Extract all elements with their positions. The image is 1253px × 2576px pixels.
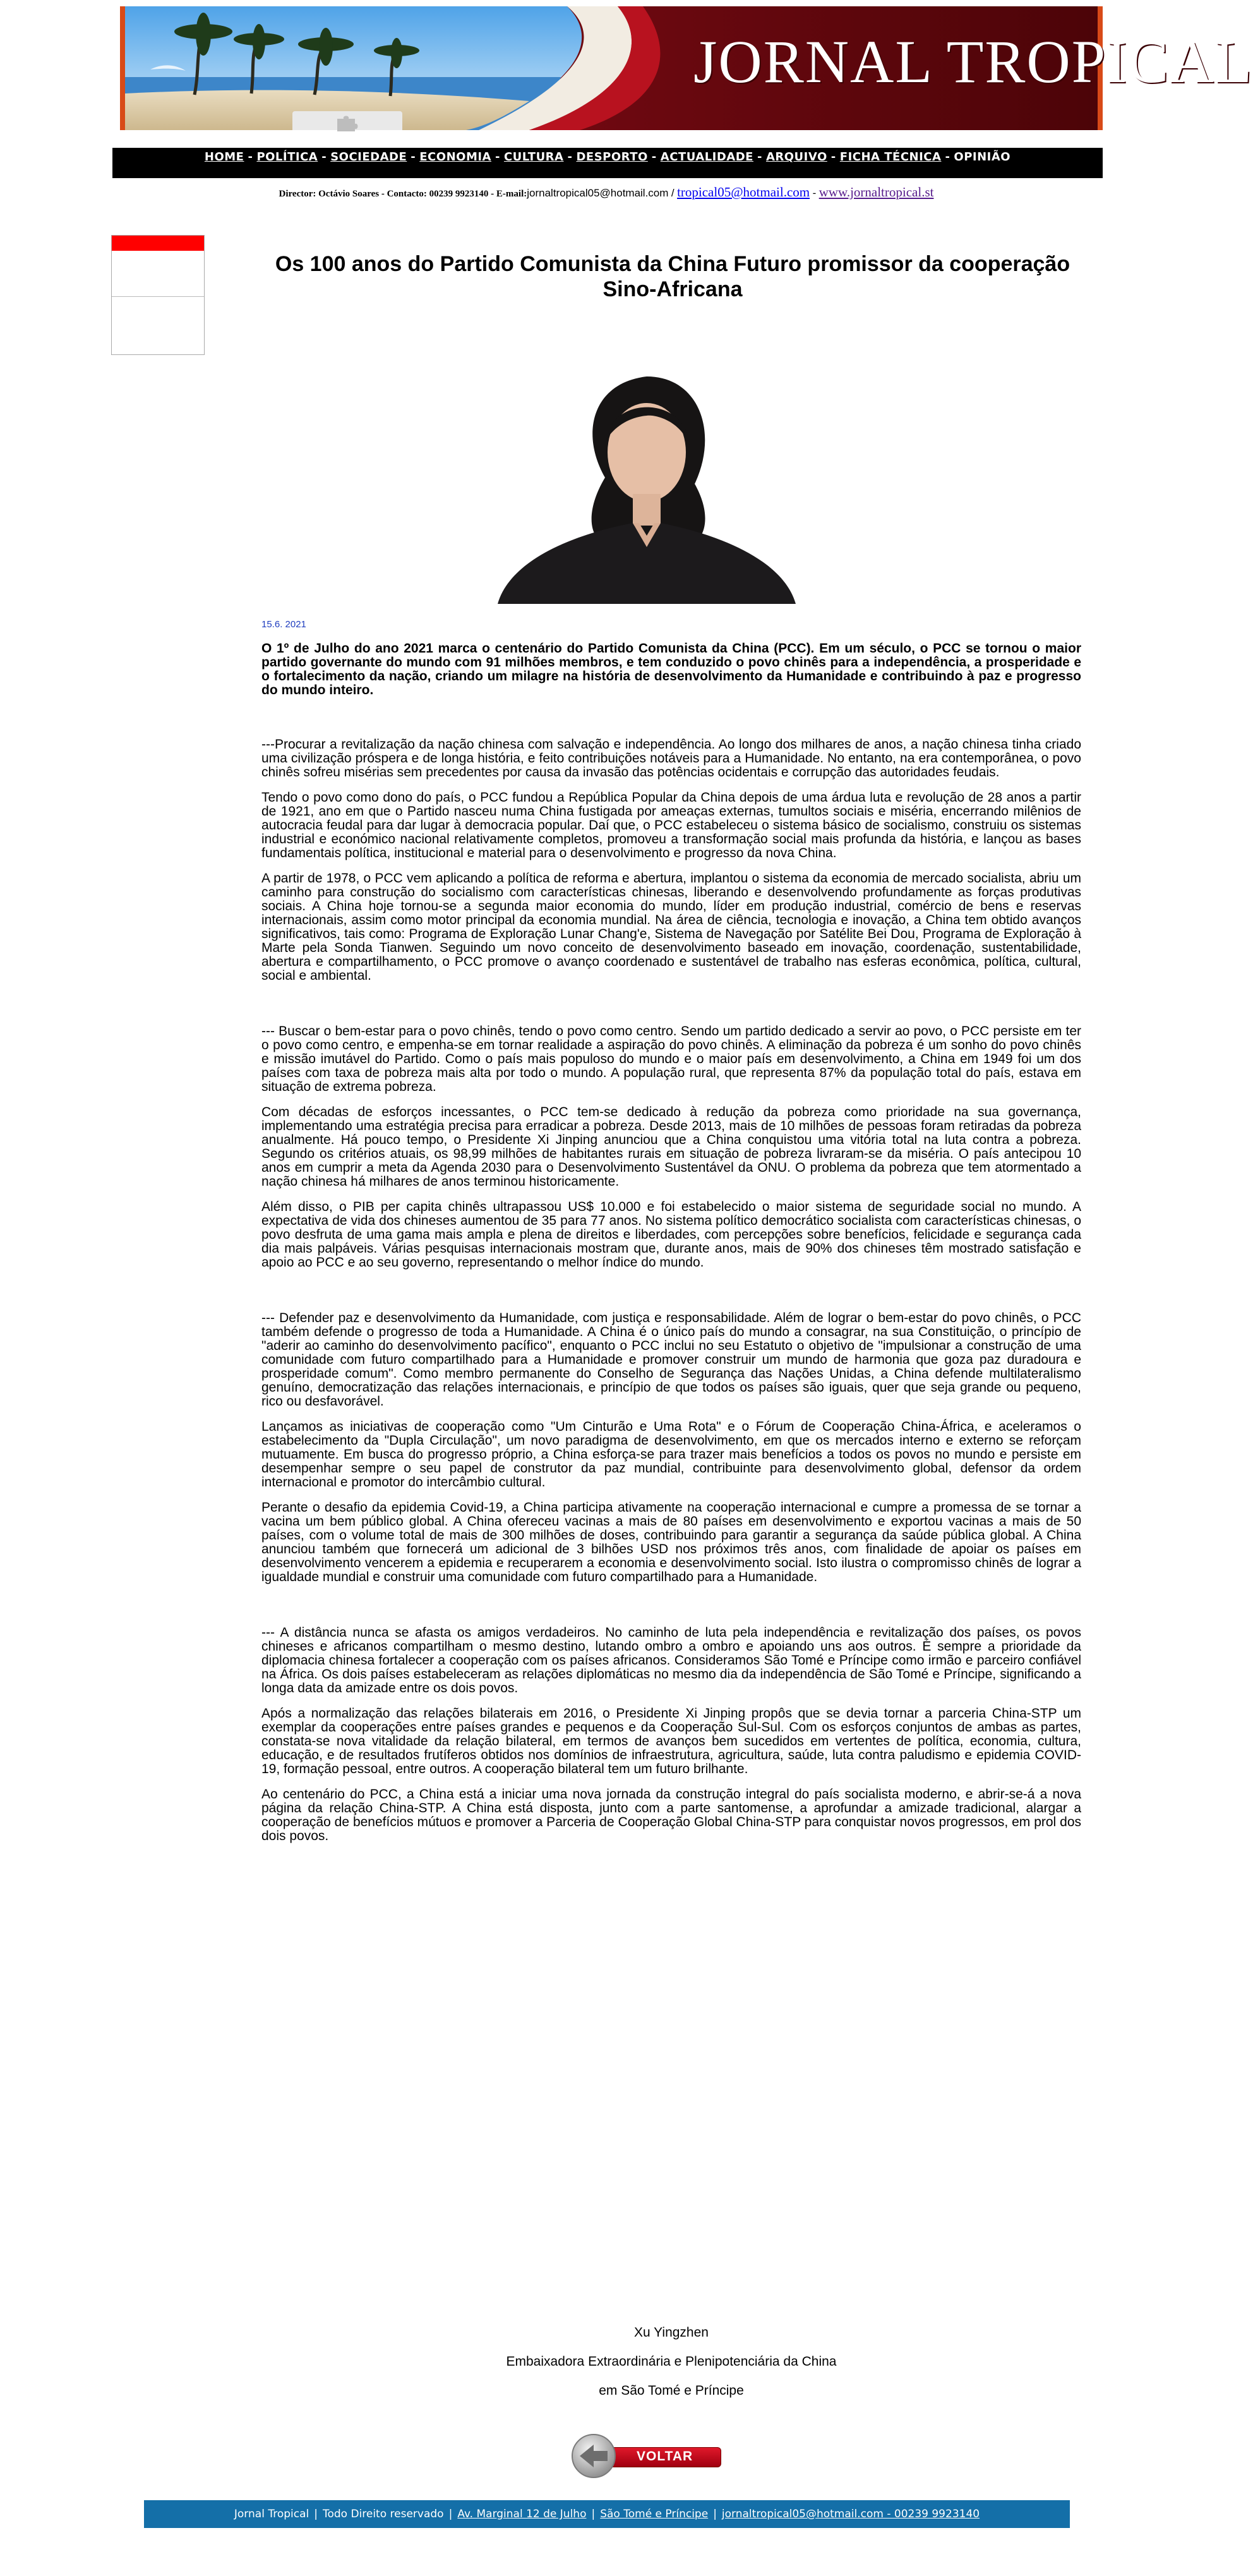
article-paragraph: A partir de 1978, o PCC vem aplicando a política de reforma e abertura, implantou o sistema da economia de mercado socialista, abriu um caminho para construção do socialismo com características chinesas, liberando e desenvolvendo profundamente as forças produtivas sociais. A China hoje tornou-se a segunda maior economia do mundo, líder em produção industrial, comércio de bens e reservas internacionais, assim como motor principal da economia mundial. Na área de ciência, tecnologia e inovação, a China tem obtido avanços significativos, tais como: Programa de Exploração Lunar Chang'e, Sistema de Navegação por Satélite Bei Dou, Programa de Exploração à Marte pela Sonda Tianwen. Seguindo um novo conceito de desenvolvimento baseado em inovação, coordenação, sustentabilidade, abertura e compartilhamento, o PCC promove o avanço coordenado e sustentável de trabalho nas esferas econômica, política, cultural, social e ambiental. [261,871,1081,983]
nav-politica[interactable]: POLÍTICA [256,150,318,164]
footer-address-link[interactable]: Av. Marginal 12 de Julho [457,2508,587,2520]
site-title: JORNAL TROPICAL [693,28,1253,95]
nav-desporto[interactable]: DESPORTO [576,150,648,164]
main-nav [112,148,1103,178]
article-paragraph: --- A distância nunca se afasta os amigos verdadeiros. No caminho de luta pela independência e revitalização dos países, os povos chineses e africanos compartilham o mesmo destino, lutando ombro a ombro e apoiando uns aos outros. É sempre a prioridade da diplomacia chinesa fortalecer a cooperação com os países africanos. Consideramos São Tomé e Príncipe como irmão e parceiro confiável na África. Os dois países estabeleceram as relações diplomáticas no mesmo dia da independência de São Tomé e Príncipe, significando a longa data da amizade entre os dois povos. [261,1625,1081,1695]
article-paragraph: ---Procurar a revitalização da nação chinesa com salvação e independência. Ao longo dos milhares de anos, a nação chinesa tinha criado uma civilização próspera e de longa história, e feito contribuições notáveis para a Humanidade. No entanto, na era contemporânea, o povo chinês sofreu misérias sem precedentes por causa da invasão das potências ocidentais e corrupção das autoridades feudais. [261,737,1081,779]
article-paragraph: Com décadas de esforços incessantes, o PCC tem-se dedicado à redução da pobreza como prioridade na sua governança, implementando uma estratégia precisa para erradicar a pobreza. Desde 2013, mais de 10 milhões de pessoas foram retiradas da pobreza anualmente. Há pouco tempo, o Presidente Xi Jinping anunciou que a China conquistou uma vitória total na luta contra a pobreza. Segundo os critérios atuais, os 98,99 milhões de habitantes rurais em situação de pobreza livraram-se da miséria. O país antecipou 10 anos em cumprir a meta da Agenda 2030 para o Desenvolvimento Sustentável da ONU. O problema da pobreza que tem atormentado a nação chinesa há milhares de anos terminou historicamente. [261,1105,1081,1189]
back-button[interactable] [571,2433,722,2479]
article-paragraph: Após a normalização das relações bilaterais em 2016, o Presidente Xi Jinping propôs que se devia tornar a parceria China-STP um exemplar da cooperações entre países grandes e pequenos e da Cooperação Sul-Sul. Com os esforços conjuntos de ambas as partes, constata-se nova vitalidade da relação bilateral, em termos de avanços bem sucedidos em vertentes de política, economia, cultura, educação, e de resultados frutíferos obtidos nos domínios de infraestrutura, agricultura, saúde, luta contra paludismo e epidemia COVID-19, formação pessoal, entre outros. A cooperação bilateral tem um futuro brilhante. [261,1706,1081,1776]
article-lead: O 1º de Julho do ano 2021 marca o centenário do Partido Comunista da China (PCC). Em um século, o PCC se tornou o maior partido governante do mundo com 91 milhões membros, e tem conduzido o povo chinês para a independência, a prosperidade e o fortalecimento da nação, criando um milagre na história de desenvolvimento da Humanidade e contribuindo à paz e progresso do mundo inteiro. [261,641,1081,697]
director-line [0,184,1213,200]
footer-separator: | [713,2508,717,2520]
signature-location: em São Tomé e Príncipe [599,2383,744,2398]
side-widget-header [112,236,204,251]
nav-separator: - [321,150,327,164]
footer-brand: Jornal Tropical [234,2508,309,2520]
site-link[interactable]: www.jornaltropical.st [818,184,934,200]
side-widget-row [112,297,204,342]
article-paragraph: Ao centenário do PCC, a China está a iniciar uma nova jornada da construção integral do país socialista moderno, e abrir-se-á a nova página da relação China-STP. A China está disposta, junto com a parte santomense, a aprofundar a amizade tradicional, alargar a cooperação de benefícios mútuos e promover a Parceria de Cooperação Global China-STP para conquistar novos progressos, em prol dos dois povos. [261,1787,1081,1843]
signature-name: Xu Yingzhen [634,2325,709,2340]
side-widget [111,235,205,355]
back-button-label: VOLTAR [637,2449,693,2464]
nav-separator: - [945,150,950,164]
page-footer [144,2500,1070,2528]
nav-cultura[interactable]: CULTURA [503,150,564,164]
article-body [261,642,1081,1855]
article-paragraph: Além disso, o PIB per capita chinês ultrapassou US$ 10.000 e foi estabelecido o maior sistema de seguridade social no mundo. A expectativa de vida dos chineses aumentou de 35 para 77 anos. No sistema político democrático socialista com características chinesas, o povo desfruta de uma gama mais ampla e plena de direitos e liberdades, com percepções sobre benefícios, felicidade e segurança cada dia mais palpáveis. Várias pesquisas internacionais mostram que, durante anos, mais de 90% dos chineses têm mostrado satisfação e apoio ao PCC e ao seu governo, representando o melhor índice do mundo. [261,1200,1081,1270]
nav-separator: - [495,150,500,164]
footer-contact-link[interactable]: jornaltropical05@hotmail.com - 00239 9923140 [721,2508,980,2520]
nav-separator: - [567,150,573,164]
director-email: jornaltropical05@hotmail.com [527,187,669,199]
article-paragraph: --- Defender paz e desenvolvimento da Humanidade, com justiça e responsabilidade. Além de lograr o bem-estar do povo chinês, o PCC também defende o progresso de toda a Humanidade. A China é o único país do mundo a consagrar, na sua Constituição, o princípio de "aderir ao caminho do desenvolvimento pacífico", enquanto o PCC inclui no seu Estatuto o objetivo de "impulsionar a construção de uma comunidade com futuro compartilhado para a Humanidade e promover construir um mundo de harmonia que goza paz duradoura e prosperidade comum". Como membro permanente do Conselho de Segurança das Nações Unidas, a China defende multilateralismo genuíno, democratização das relações internacionais, e princípio de que todos os países são iguais, quer que seja grande ou pequeno, rico ou desfavorável. [261,1311,1081,1409]
nav-actualidade[interactable]: ACTUALIDADE [660,150,753,164]
article-paragraph: Lançamos as iniciativas de cooperação como "Um Cinturão e Uma Rota" e o Fórum de Cooperação China-África, e aceleramos o estabelecimento da "Dupla Circulação", um novo paradigma de desenvolvimento, em que os mercados interno e externo se reforçam mutuamente. Em busca do progresso próprio, a China esforça-se para trazer mais benefícios a todos os povos no mundo e persiste em desempenhar sempre o seu papel de construtor da paz mundial, contribuinte para desenvolvimento global, defensor da ordem internacional e promotor do intercâmbio cultural. [261,1419,1081,1490]
article-paragraph: Tendo o povo como dono do país, o PCC fundou a República Popular da China depois de uma árdua luta e revolução de 28 anos a partir de 1921, ano em que o Partido nasceu numa China fustigada por ameaças externas, tumultos sociais e miséria, encerrando milênios de autocracia feudal para dar lugar à democracia popular. Daí que, o PCC estabeleceu o sistema básico de socialismo, construiu os sistemas industrial e económico nacional relativamente completos, promoveu a transformação social mais profunda da história, e lançou as bases fundamentais política, institucional e material para o desenvolvimento e progresso da nova China. [261,790,1081,860]
header-banner [120,6,1253,130]
author-photo [498,358,796,604]
footer-separator: | [591,2508,596,2520]
email-link[interactable]: tropical05@hotmail.com [677,184,810,200]
article-date: 15.6. 2021 [261,619,306,630]
footer-country-link[interactable]: São Tomé e Príncipe [600,2508,709,2520]
director-slash: / [671,187,674,199]
nav-separator: - [830,150,836,164]
nav-ficha-tecnica[interactable]: FICHA TÉCNICA [839,150,942,164]
article-paragraph: --- Buscar o bem-estar para o povo chinês, tendo o povo como centro. Sendo um partido dedicado a servir ao povo, o PCC persiste em ter o povo como centro, e empenha-se em tornar realidade a aspiração do povo chinês. A eliminação da pobreza é um sonho do povo chinês e missão imutável do Partido. Como o país mais populoso do mundo e o maior país em desenvolvimento, a China em 1949 foi um dos países com taxa de pobreza mais alta por todo o mundo. A população rural, que representa 87% da população total do país, estava em situação de extrema pobreza. [261,1024,1081,1094]
footer-separator: | [314,2508,318,2520]
nav-economia[interactable]: ECONOMIA [419,150,491,164]
puzzle-icon [333,112,361,131]
footer-separator: | [448,2508,453,2520]
article-paragraph: Perante o desafio da epidemia Covid-19, a China participa ativamente na cooperação internacional e cumpre a promessa de se tornar a vacina um bem público global. A China ofereceu vacinas a mais de 80 países em desenvolvimento e exportou vacinas a mais de 50 países, com o volume total de mais de 300 milhões de doses, contribuindo para garantir a segurança da saúde pública global. A China anunciou também que fornecerá um adicional de 3 bilhões USD nos próximos três anos, com finalidade de apoiar os países em desenvolvimento vencerem a epidemia e recuperarem a economia e desenvolvimento social. Isto ilustra o compromisso chinês de lograr a igualdade mundial e construir uma comunidade com futuro compartilhado para a Humanidade. [261,1500,1081,1584]
director-dash: - [812,187,817,199]
nav-sociedade[interactable]: SOCIEDADE [330,150,407,164]
director-contact: Director: Octávio Soares - Contacto: 00239 9923140 - E-mail: [279,189,527,199]
back-arrow-icon [571,2433,616,2479]
nav-arquivo[interactable]: ARQUIVO [765,150,827,164]
nav-separator: - [651,150,657,164]
side-widget-row [112,251,204,297]
nav-separator: - [411,150,416,164]
nav-separator: - [757,150,762,164]
nav-opiniao[interactable]: OPINIÃO [954,150,1011,164]
article-signature [261,2326,1081,2413]
nav-separator: - [248,150,253,164]
nav-home[interactable]: HOME [204,150,244,164]
signature-role: Embaixadora Extraordinária e Plenipotenciária da China [506,2354,837,2369]
article-title: Os 100 anos do Partido Comunista da China Futuro promissor da cooperação Sino-Africana [275,252,1070,301]
footer-rights: Todo Direito reservado [322,2508,444,2520]
